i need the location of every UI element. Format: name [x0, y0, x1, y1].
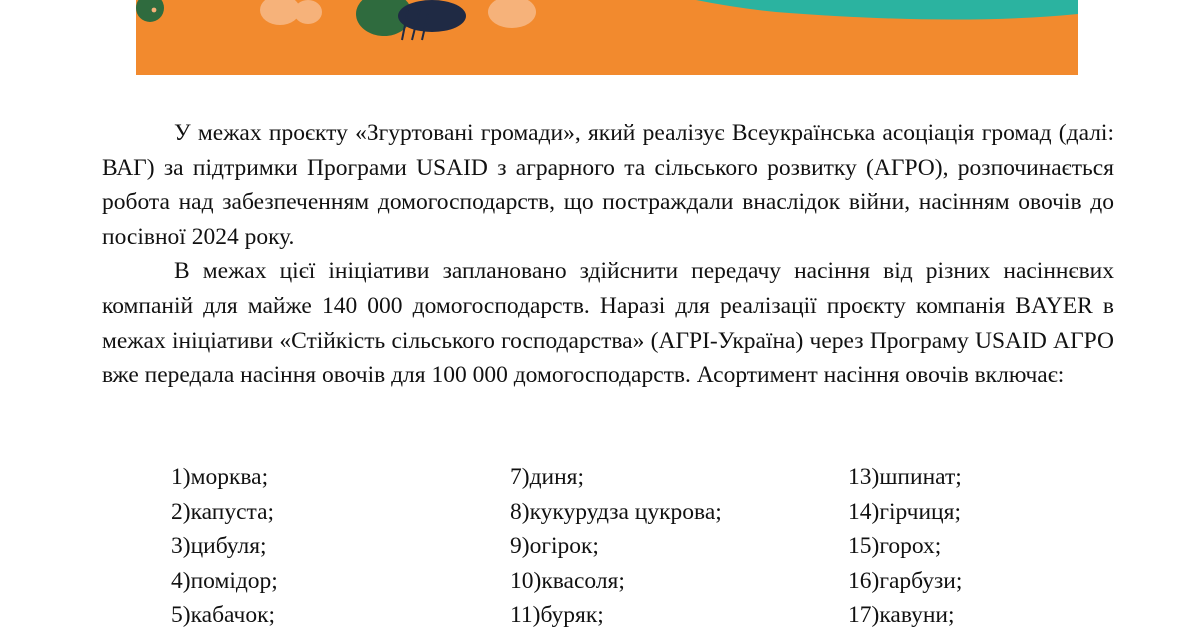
list-item: 15)горох;: [848, 533, 942, 560]
figure-shape: [398, 0, 466, 32]
teal-hill-shape: [696, 0, 1078, 20]
list-item: 17)кавуни;: [848, 602, 955, 629]
vegetable-column-1: [171, 460, 278, 633]
peach-leaf-3: [488, 0, 536, 28]
paragraph-intro: У межах проєкту «Згуртовані громади», який реалізує Всеукраїнська асоціація громад (далі: ВАГ) за підтримки Програми USAID з аграрного та сільського розвитку (АГРО), розпочинається робота над забезпеченням домогосподарств, що постраждали внаслідок війни, насінням овочів до посівної 2024 року.: [102, 120, 1114, 250]
peach-leaf-1: [260, 0, 300, 25]
vegetable-column-3: [848, 460, 962, 633]
bush-left: [136, 0, 164, 22]
peach-leaf-2: [294, 0, 322, 24]
list-item: 4)помідор;: [171, 567, 278, 594]
list-item: 5)кабачок;: [171, 602, 276, 629]
list-item: 3)цибуля;: [171, 533, 267, 560]
list-item: 7)диня;: [510, 464, 585, 490]
list-item: 2)капуста;: [171, 498, 275, 525]
list-item: 13)шпинат;: [848, 464, 962, 490]
list-item: 1)морква;: [171, 464, 269, 490]
header-banner: [136, 0, 1078, 75]
vegetable-column-2: [510, 460, 722, 633]
list-item: 11)буряк;: [510, 602, 604, 629]
list-item: 14)гірчиця;: [848, 498, 961, 525]
list-item: 8)кукурудза цукрова;: [510, 498, 722, 525]
paragraph-initiative: В межах цієї ініціативи заплановано здійснити передачу насіння від різних насіннєвих компаній для майже 140 000 домогосподарств. Наразі для реалізації проєкту компанія BAYER в межах ініціативи «Стійкість сільського господарства» (АГРІ-Україна) через Програму USAID АГРО вже передала насіння овочів для 100 000 домогосподарств. Асортимент насіння овочів включає:: [102, 258, 1114, 389]
list-item: 10)квасоля;: [510, 567, 625, 594]
document-body: [102, 116, 1114, 393]
garden-illustration: [136, 0, 1078, 75]
list-item: 9)огірок;: [510, 533, 599, 560]
list-item: 16)гарбузи;: [848, 567, 963, 594]
